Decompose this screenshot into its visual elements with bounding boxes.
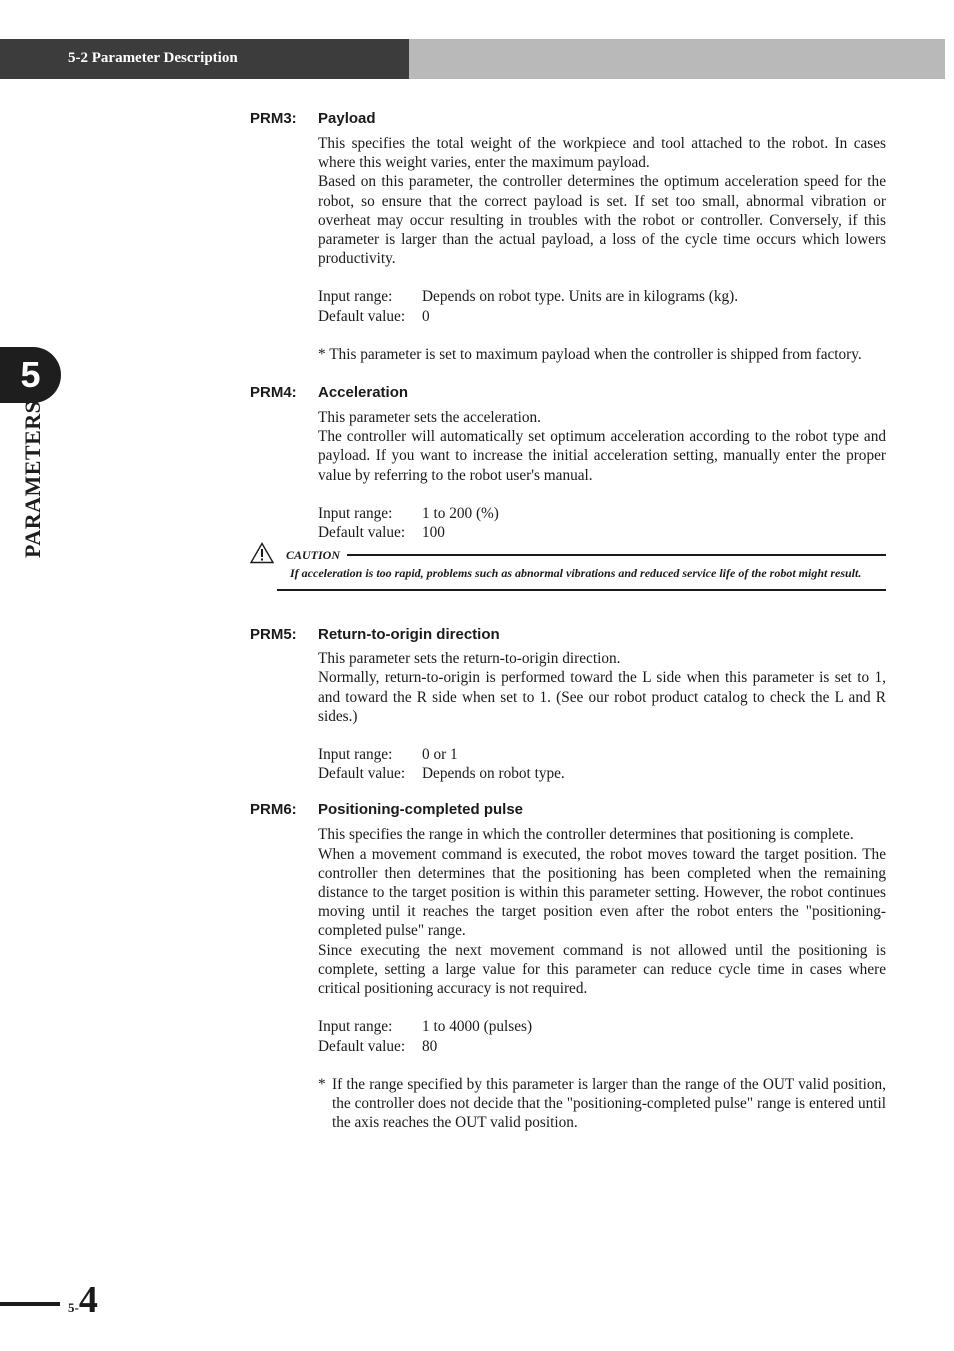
input-range-label: Input range: bbox=[318, 288, 393, 306]
input-range-label: Input range: bbox=[318, 746, 393, 764]
prm6-id: PRM6: bbox=[250, 801, 297, 819]
prm4-paragraph: The controller will automatically set optimum acceleration according to the robot type and payload. If you want to increase the initial acceleration setting, manually enter the proper value by referring to the robot user's manual. bbox=[318, 428, 886, 484]
prm5-section bbox=[250, 626, 886, 783]
prm5-paragraph: This parameter sets the return-to-origin direction. bbox=[318, 650, 621, 668]
prm4-heading bbox=[250, 384, 886, 402]
prm3-input-range bbox=[318, 287, 886, 306]
caution-title: CAUTION bbox=[286, 548, 344, 562]
prm4-body bbox=[318, 408, 886, 542]
prm5-title: Return-to-origin direction bbox=[318, 626, 500, 644]
chapter-number: 5 bbox=[20, 354, 41, 395]
prm6-paragraph: Since executing the next movement command is not allowed until the positioning is complete, setting a large value for this parameter can reduce cycle time in cases where critical positioning accuracy is not required. bbox=[318, 941, 886, 998]
prm4-default-value bbox=[318, 523, 886, 542]
prm6-input-range bbox=[318, 1017, 886, 1036]
prm5-input-range bbox=[318, 745, 886, 764]
note-asterisk: * bbox=[318, 1075, 326, 1093]
caution-box bbox=[277, 548, 886, 591]
section-header-title: 5-2 Parameter Description bbox=[68, 50, 238, 66]
prm6-body bbox=[318, 825, 886, 1132]
page-content bbox=[250, 110, 886, 1132]
page-number-value: 4 bbox=[78, 1279, 98, 1321]
caution-rule bbox=[347, 554, 886, 556]
prm5-id: PRM5: bbox=[250, 626, 297, 644]
section-header-tab bbox=[0, 39, 409, 79]
prm6-paragraph: This specifies the range in which the controller determines that positioning is complete. bbox=[318, 826, 854, 844]
prm3-paragraph: This specifies the total weight of the workpiece and tool attached to the robot. In cases where this weight varies, enter the maximum payload. bbox=[318, 135, 886, 172]
default-value: 0 bbox=[422, 307, 430, 325]
default-value: 100 bbox=[422, 524, 445, 542]
note-text: If the range specified by this parameter is larger than the range of the OUT valid position, the controller does not decide that the "positioning-completed pulse" range is entered until the axis reaches the OUT valid position. bbox=[332, 1075, 886, 1132]
prm6-note bbox=[318, 1075, 886, 1133]
prm6-default-value bbox=[318, 1037, 886, 1056]
prm4-input-range bbox=[318, 504, 886, 523]
prm4-id: PRM4: bbox=[250, 384, 297, 402]
prm3-heading bbox=[250, 110, 886, 128]
warning-triangle-icon bbox=[250, 542, 274, 564]
prm3-body bbox=[318, 134, 886, 364]
default-value-label: Default value: bbox=[318, 1037, 406, 1055]
input-range-value: 1 to 200 (%) bbox=[422, 504, 499, 522]
default-value-label: Default value: bbox=[318, 765, 406, 783]
prm5-heading bbox=[250, 626, 886, 644]
prm3-section bbox=[250, 110, 886, 364]
prm6-heading bbox=[250, 801, 886, 819]
chapter-side-label: PARAMETERS bbox=[20, 400, 45, 558]
prm6-title: Positioning-completed pulse bbox=[318, 801, 524, 819]
input-range-value: Depends on robot type. Units are in kilograms (kg). bbox=[422, 288, 739, 306]
page-number bbox=[68, 1281, 98, 1319]
section-header-bar bbox=[0, 39, 945, 79]
chapter-tab bbox=[0, 347, 61, 403]
prm3-default-value bbox=[318, 307, 886, 326]
prm3-paragraph: Based on this parameter, the controller determines the optimum acceleration speed for the robot, so ensure that the correct payload is set. If set too small, abnormal vibration or overheat may occur resulting in troubles with the robot or controller. Conversely, if this parameter is larger than the actual payload, a loss of the cycle time occurs which lowers productivity. bbox=[318, 173, 886, 268]
prm3-title: Payload bbox=[318, 110, 376, 127]
default-value-label: Default value: bbox=[318, 307, 406, 325]
input-range-label: Input range: bbox=[318, 504, 393, 522]
prm4-paragraph: This parameter sets the acceleration. bbox=[318, 409, 541, 427]
caution-text: If acceleration is too rapid, problems such as abnormal vibrations and reduced service life of the robot might result. bbox=[290, 566, 862, 581]
prm6-paragraph: When a movement command is executed, the robot moves toward the target position. The controller then determines that the positioning has been completed when the remaining distance to the target position is within this parameter setting. However, the robot continues moving until it reaches the target position even after the robot enters the "positioning-completed pulse" range. bbox=[318, 845, 886, 940]
prm5-paragraph: Normally, return-to-origin is performed toward the L side when this parameter is set to 1, and toward the R side when set to 1. (See our robot product catalog to check the L and R sides.) bbox=[318, 669, 886, 725]
default-value-label: Default value: bbox=[318, 524, 406, 542]
prm4-section bbox=[250, 384, 886, 591]
prm3-id: PRM3: bbox=[250, 110, 297, 127]
prm5-body bbox=[318, 649, 886, 783]
input-range-label: Input range: bbox=[318, 1018, 393, 1036]
prm4-title: Acceleration bbox=[318, 384, 409, 402]
page-number-prefix: 5- bbox=[68, 1300, 79, 1315]
prm5-default-value bbox=[318, 764, 886, 783]
footer-rule bbox=[0, 1302, 60, 1306]
input-range-value: 1 to 4000 (pulses) bbox=[422, 1018, 533, 1036]
prm6-section bbox=[250, 801, 886, 1132]
default-value: 80 bbox=[422, 1037, 438, 1055]
input-range-value: 0 or 1 bbox=[422, 746, 458, 764]
default-value: Depends on robot type. bbox=[422, 765, 565, 783]
prm3-note: * This parameter is set to maximum payload when the controller is shipped from factory. bbox=[318, 345, 862, 363]
